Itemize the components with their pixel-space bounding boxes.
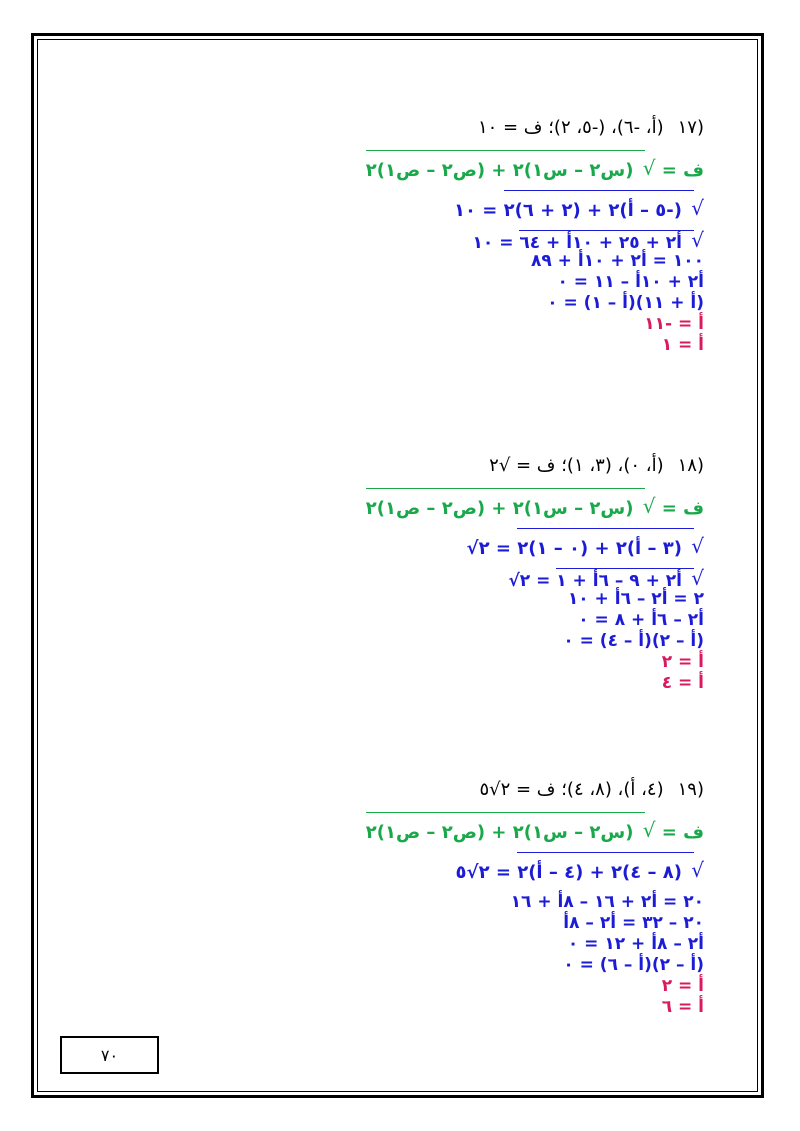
- step-line: ٢٠ = أ٢ + ١٦ – ٨أ + ١٦: [510, 892, 704, 912]
- radical: [519, 230, 704, 253]
- radical-sign-icon: √: [691, 566, 704, 590]
- problem-number: (١٧: [677, 117, 704, 138]
- radical: [366, 812, 656, 851]
- formula-radicand: (س٢ – س١)٢ + (ص٢ – ص١)٢: [365, 498, 634, 519]
- radical: [556, 568, 704, 591]
- expansion-radicand: أ٢ + ٩ – ٦أ + ١: [556, 571, 682, 591]
- step-line: (أ + ١١)(أ – ١) = ٠: [547, 293, 704, 313]
- radical-sign-icon: √: [691, 196, 704, 220]
- answer-line: أ = ٢: [661, 652, 704, 672]
- substitution-line: [366, 190, 704, 230]
- substitution-lhs: √٢ =: [466, 538, 511, 559]
- radical-sign-icon: √: [691, 534, 704, 558]
- distance-formula: [366, 812, 704, 852]
- radical: [517, 852, 704, 891]
- radical-sign-icon: √: [691, 858, 704, 882]
- radical: [366, 150, 656, 189]
- step-line: ١٠٠ = أ٢ + ١٠أ + ٨٩: [531, 251, 704, 271]
- problem-number: (١٨: [677, 455, 704, 476]
- step-line: ٢٠ – ٣٢ = أ٢ – ٨أ: [563, 913, 704, 933]
- step-line: أ٢ – ٨أ + ١٢ = ٠: [567, 934, 704, 954]
- radical: [366, 488, 656, 527]
- step-line: (أ – ٢)(أ – ٦) = ٠: [563, 955, 704, 975]
- problem-17: [366, 114, 704, 356]
- distance-formula: [366, 150, 704, 190]
- radical-sign-icon: √: [691, 228, 704, 252]
- problem-18: [366, 452, 704, 694]
- step-line: أ٢ – ٦أ + ٨ = ٠: [578, 610, 704, 630]
- problem-text: (أ، ٠)، (٣، ١)؛ ف = √٢: [489, 455, 664, 476]
- formula-lhs: ف =: [661, 160, 704, 181]
- problem-19: [366, 776, 704, 1018]
- substitution-lhs: ١٠ =: [454, 200, 498, 221]
- problem-statement: [366, 776, 704, 812]
- radical-sign-icon: √: [642, 494, 656, 518]
- distance-formula: [366, 488, 704, 528]
- expansion-lhs: ١٠ =: [472, 233, 514, 253]
- answer-line: أ = ٤: [661, 673, 704, 693]
- substitution-radicand: (-٥ – أ)٢ + (٢ + ٦)٢: [503, 200, 682, 221]
- problem-number: (١٩: [677, 779, 704, 800]
- problem-text: (٤، أ)، (٨، ٤)؛ ف = ٢√٥: [479, 779, 664, 800]
- substitution-lhs: ٢√٥ =: [455, 862, 511, 883]
- substitution-line: [366, 528, 704, 568]
- radical-sign-icon: √: [642, 818, 656, 842]
- formula-radicand: (س٢ – س١)٢ + (ص٢ – ص١)٢: [365, 160, 634, 181]
- radical-sign-icon: √: [642, 156, 656, 180]
- answer-line: أ = ٢: [661, 976, 704, 996]
- answer-line: أ = -١١: [644, 314, 704, 334]
- expansion-lhs: √٢ =: [508, 571, 551, 591]
- step-line: ٢ = أ٢ – ٦أ + ١٠: [567, 589, 704, 609]
- radical: [517, 528, 704, 567]
- expansion-line: [366, 568, 704, 589]
- answer-line: أ = ٦: [661, 997, 704, 1017]
- substitution-radicand: (٣ – أ)٢ + (٠ – ١)٢: [517, 538, 682, 559]
- substitution-line: [366, 852, 704, 892]
- formula-lhs: ف =: [661, 822, 704, 843]
- formula-radicand: (س٢ – س١)٢ + (ص٢ – ص١)٢: [365, 822, 634, 843]
- answer-line: أ = ١: [661, 335, 704, 355]
- step-line: أ٢ + ١٠أ – ١١ = ٠: [557, 272, 704, 292]
- step-line: (أ – ٢)(أ – ٤) = ٠: [563, 631, 704, 651]
- problem-text: (أ، -٦)، (-٥، ٢)؛ ف = ١٠: [477, 117, 664, 138]
- substitution-radicand: (٨ – ٤)٢ + (٤ – أ)٢: [517, 862, 682, 883]
- expansion-radicand: أ٢ + ٢٥ + ١٠أ + ٦٤: [519, 233, 682, 253]
- page-number: ٧٠: [60, 1036, 159, 1074]
- expansion-line: [366, 230, 704, 251]
- problem-statement: [366, 452, 704, 488]
- formula-lhs: ف =: [661, 498, 704, 519]
- radical: [504, 190, 704, 229]
- problem-statement: [366, 114, 704, 150]
